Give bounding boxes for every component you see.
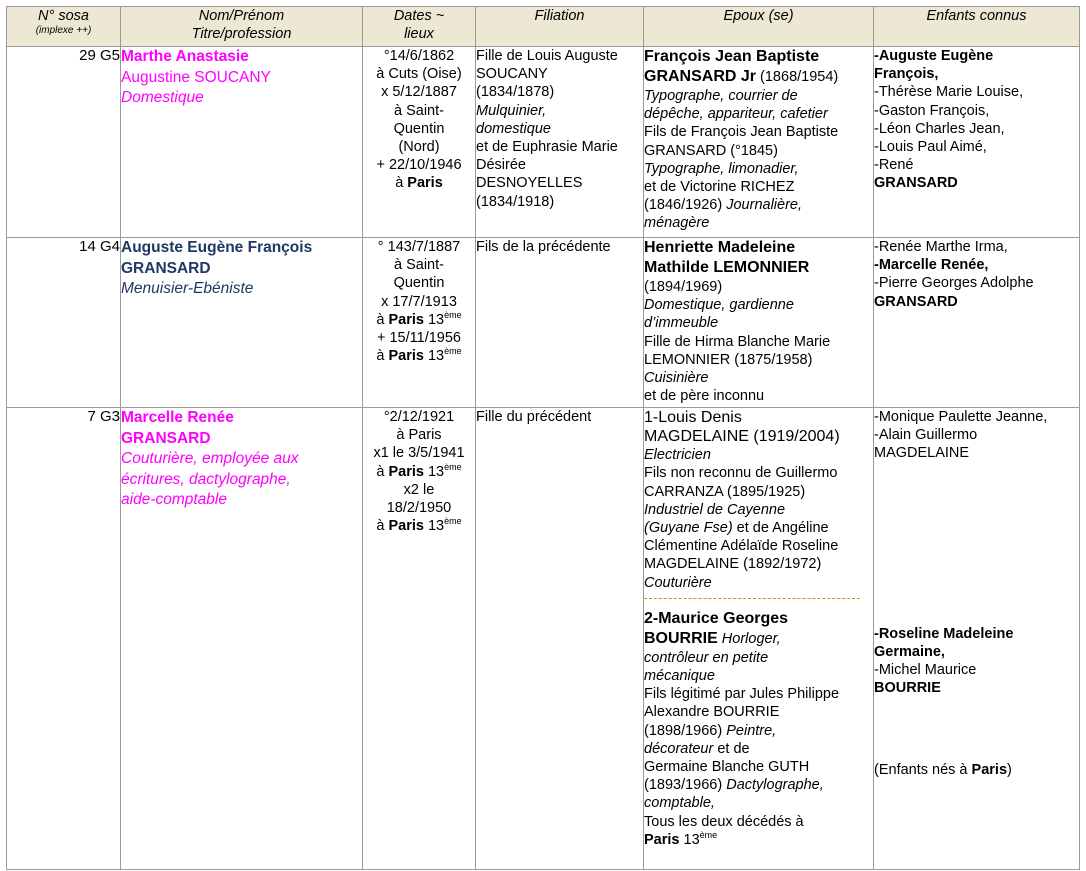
marriage-date: x1 le 3/5/1941 (373, 445, 465, 462)
spouse-father-profession: Industriel de Cayenne (644, 501, 786, 518)
spouse-father-profession: Typographe, limonadier, (644, 160, 799, 177)
spouse-death-place (644, 831, 873, 849)
person-name-cont: GRANSARD (121, 259, 211, 277)
spouse-name: Henriette Madeleine (644, 239, 796, 256)
filiation-cell (476, 238, 644, 408)
marriage-place (363, 517, 475, 535)
header-row (7, 7, 1080, 47)
death-date: + 15/11/1956 (377, 330, 461, 347)
person-profession: écritures, dactylographe, (121, 470, 291, 488)
birth-date: °2/12/1921 (383, 409, 455, 425)
children-spacer (874, 463, 1079, 625)
person-profession: Domestique (121, 89, 204, 106)
header-dates-line2: lieux (404, 26, 434, 42)
spouse-name: François Jean Baptiste (644, 48, 820, 65)
spouse-mother-line (644, 740, 873, 758)
spouse-father-profession: décorateur (644, 740, 714, 757)
spouse-surname: GRANSARD Jr (644, 68, 757, 85)
spouse-profession: Typographe, courrier de (644, 88, 798, 104)
child-name: -Renée Marthe Irma, (874, 239, 1008, 255)
spouse-mother-years: (1893/1966) (644, 777, 727, 794)
ordinal-suffix: ème (444, 346, 462, 357)
arrondissement: 13 (427, 518, 445, 535)
child-name: -Michel Maurice (874, 662, 977, 679)
spouse-profession: d’immeuble (644, 315, 719, 332)
child-name: -René (874, 157, 914, 174)
header-dates-line1: Dates ~ (393, 8, 445, 24)
person-cell (121, 408, 363, 870)
filiation-line: Fils de la précédente (476, 239, 611, 255)
marriage-date: x2 le (403, 481, 435, 498)
spouse-father-profession: (Guyane Fse) (644, 520, 733, 537)
birth-place: à Saint- (394, 257, 444, 274)
child-name: -Thérèse Marie Louise, (874, 84, 1024, 101)
child-name: Germaine, (874, 643, 945, 660)
header-name-line1: Nom/Prénom (198, 8, 285, 24)
spouse-mother: Clémentine Adélaïde Roseline (644, 538, 839, 555)
filiation-line: DESNOYELLES (476, 175, 583, 192)
spouse-name-line (644, 67, 873, 87)
children-surname: MAGDELAINE (874, 445, 970, 462)
death-place (363, 174, 475, 192)
child-name: -Monique Paulette Jeanne, (874, 409, 1048, 425)
spouse-father: GRANSARD (°1845) (644, 142, 778, 159)
child-name: -Pierre Georges Adolphe (874, 275, 1034, 292)
spouse-father-line (644, 722, 873, 740)
child-name: -Marcelle Renée, (874, 257, 989, 274)
table-row (7, 238, 1080, 408)
place-prefix: à (376, 311, 389, 328)
spouse-mother-line (644, 196, 873, 214)
birth-place: Quentin (393, 275, 445, 292)
spouse-father: et de père inconnu (644, 388, 765, 405)
filiation-cell (476, 47, 644, 238)
children-note (874, 761, 1079, 779)
header-filiation-label: Filiation (534, 8, 585, 24)
header-sosa (7, 7, 121, 47)
children-cell (874, 408, 1080, 870)
spouse-years: (1868/1954) (756, 69, 839, 85)
sosa-cell: 14 G4 (7, 238, 121, 408)
spouse-mother-line (644, 519, 873, 537)
spouse-name-line (644, 428, 873, 446)
header-name-line2: Titre/profession (191, 26, 292, 42)
header-spouse (644, 7, 874, 47)
spouse-mother-years: (1846/1926) (644, 197, 727, 214)
spouse-mother-profession: comptable, (644, 795, 715, 812)
death-place-name: Paris (407, 175, 443, 192)
genealogy-table (6, 6, 1080, 870)
spouse-father: Fils non reconnu de Guillermo (644, 465, 838, 482)
arrondissement: 13 (679, 831, 700, 848)
sosa-cell: 29 G5 (7, 47, 121, 238)
spouse-profession: Electricien (644, 447, 711, 464)
marriage-place: Quentin (393, 120, 445, 137)
filiation-line: (1834/1918) (476, 193, 555, 210)
child-name: -Gaston François, (874, 102, 990, 119)
child-name: -Alain Guillermo (874, 427, 978, 444)
filiation-line: et de Euphrasie Marie (476, 139, 618, 156)
table-row (7, 408, 1080, 870)
person-cell (121, 238, 363, 408)
marriage-date: x 17/7/1913 (381, 293, 457, 310)
birth-date: °14/6/1862 (383, 48, 455, 64)
birth-date: ° 143/7/1887 (377, 239, 461, 255)
marriage-place (363, 311, 475, 329)
spouse-years: (1919/2004) (748, 428, 840, 445)
spouse-mother-profession: Journalière, (726, 197, 802, 214)
filiation-line: Fille du précédent (476, 409, 592, 425)
children-surname: BOURRIE (874, 680, 941, 697)
place-name: Paris (388, 518, 424, 535)
spouse-father: Fils de François Jean Baptiste (644, 124, 839, 141)
spouse-profession: Horloger, (717, 630, 781, 647)
person-profession: Couturière, employée aux (121, 450, 299, 467)
child-name: -Auguste Eugène (874, 48, 994, 64)
note-place: Paris (971, 762, 1008, 779)
header-filiation (476, 7, 644, 47)
child-name: -Léon Charles Jean, (874, 120, 1005, 137)
children-cell (874, 238, 1080, 408)
spouse-father-years: (1898/1966) (644, 722, 727, 739)
place-prefix: à (376, 348, 389, 365)
marriage-date: 18/2/1950 (386, 500, 452, 517)
person-name: Marthe Anastasie (121, 48, 249, 65)
arrondissement: 13 (427, 311, 445, 328)
children-surname: GRANSARD (874, 175, 958, 192)
person-profession: Menuisier-Ebéniste (121, 280, 254, 297)
spouse-mother-line (644, 776, 873, 794)
spouse-mother: et de Victorine RICHEZ (644, 179, 795, 196)
spouse-mother: et de Angéline (732, 520, 829, 537)
header-sosa-subtitle: (implexe ++) (35, 25, 92, 36)
spouse-surname: Mathilde LEMONNIER (644, 259, 810, 276)
children-spacer (874, 697, 1079, 761)
spouse-father-profession: Peintre, (726, 722, 777, 739)
filiation-profession: domestique (476, 120, 551, 137)
spouse-mother: Germaine Blanche GUTH (644, 759, 810, 776)
spouse-profession: dépêche, appariteur, cafetier (644, 106, 828, 123)
spouse-years: (1894/1969) (644, 279, 723, 295)
table-row (7, 47, 1080, 238)
marriage-place: (Nord) (398, 139, 440, 156)
spouse-surname: MAGDELAINE (644, 428, 749, 445)
person-profession: aide-comptable (121, 491, 227, 508)
person-name-cont: Augustine SOUCANY (121, 68, 271, 86)
marriage-place: à Saint- (394, 102, 444, 119)
spouse-father: CARRANZA (1895/1925) (644, 483, 806, 500)
spouse-profession: mécanique (644, 668, 715, 685)
filiation-line: Fille de Louis Auguste (476, 48, 618, 64)
marriage-date: x 5/12/1887 (381, 84, 457, 101)
children-cell (874, 47, 1080, 238)
spouse-name-line (644, 629, 873, 649)
spouse-mother: LEMONNIER (1875/1958) (644, 351, 813, 368)
spouse-father: Alexandre BOURRIE (644, 704, 780, 721)
child-name: -Roseline Madeleine (874, 625, 1014, 642)
ordinal-suffix: ème (444, 461, 462, 472)
person-name: Auguste Eugène François (121, 239, 313, 256)
death-place (363, 347, 475, 365)
place-prefix: à (376, 463, 389, 480)
header-spouse-label: Epoux (se) (723, 8, 794, 24)
child-name: François, (874, 66, 939, 83)
header-name (121, 7, 363, 47)
place-name: Paris (388, 348, 424, 365)
header-dates (363, 7, 476, 47)
ordinal-suffix: ème (444, 309, 462, 320)
spouse-mother: Fille de Hirma Blanche Marie (644, 333, 831, 350)
spouse-mother-profession: Couturière (644, 574, 712, 591)
ordinal-suffix: ème (699, 830, 718, 841)
spouse-surname: BOURRIE (644, 629, 718, 647)
dates-cell (363, 408, 476, 870)
spouse-mother-profession: ménagère (644, 215, 710, 232)
place-name: Paris (388, 463, 424, 480)
filiation-line: (1834/1878) (476, 84, 555, 101)
spouse-profession: contrôleur en petite (644, 649, 769, 666)
death-place-prefix: à (395, 175, 408, 192)
filiation-profession: Mulquinier, (476, 102, 547, 119)
note-text: ) (1007, 762, 1012, 779)
children-surname: GRANSARD (874, 293, 958, 310)
person-name: Marcelle Renée (121, 409, 234, 426)
place-prefix: à (376, 518, 389, 535)
note-text: (Enfants nés à (874, 762, 972, 779)
spouse-mother: MAGDELAINE (1892/1972) (644, 556, 822, 573)
spouse-name: 2-Maurice Georges (644, 609, 789, 627)
spouse-cell (644, 408, 874, 870)
child-name: -Louis Paul Aimé, (874, 139, 987, 156)
sosa-cell: 7 G3 (7, 408, 121, 870)
person-name-cont: GRANSARD (121, 429, 211, 447)
arrondissement: 13 (427, 463, 445, 480)
marriage-place (363, 463, 475, 481)
spouse-profession: Domestique, gardienne (644, 297, 794, 314)
place-name: Paris (388, 311, 424, 328)
spouse-father: Fils légitimé par Jules Philippe (644, 686, 840, 703)
filiation-cell (476, 408, 644, 870)
birth-place: à Cuts (Oise) (376, 66, 462, 83)
birth-place: à Paris (396, 427, 442, 444)
spouse-cell (644, 47, 874, 238)
header-sosa-title: N° sosa (38, 8, 89, 24)
ordinal-suffix: ème (444, 516, 462, 527)
dates-cell (363, 47, 476, 238)
header-children-label: Enfants connus (926, 8, 1027, 24)
place-name: Paris (644, 831, 680, 848)
death-date: + 22/10/1946 (376, 157, 462, 174)
filiation-line: SOUCANY (476, 66, 548, 83)
arrondissement: 13 (427, 348, 445, 365)
spouse-mother: et de (713, 740, 750, 757)
spouse-name: 1-Louis Denis (644, 409, 742, 426)
spouse-mother-profession: Cuisinière (644, 370, 709, 387)
filiation-line: Désirée (476, 157, 526, 174)
spouse-death-note: Tous les deux décédés à (644, 813, 804, 830)
spouse-mother-profession: Dactylographe, (726, 777, 824, 794)
person-cell (121, 47, 363, 238)
header-children (874, 7, 1080, 47)
spouse-divider (644, 598, 860, 599)
dates-cell (363, 238, 476, 408)
spouse-cell (644, 238, 874, 408)
